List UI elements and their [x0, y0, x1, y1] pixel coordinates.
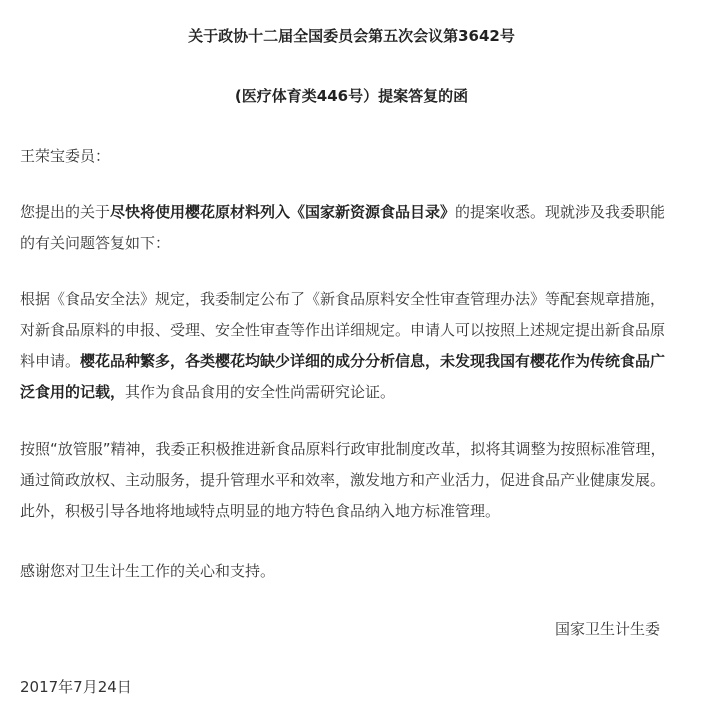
letter-title-line-2: (医疗体育类446号）提案答复的函 — [234, 87, 469, 105]
thanks-paragraph: 感谢您对卫生计生工作的关心和支持。 — [20, 562, 276, 580]
intro-bold-proposal: 尽快将使用樱花原材料列入《国家新资源食品目录》 — [110, 203, 456, 221]
intro-suffix: 的提案收悉。现就涉及我委职能的有关问题答复如下： — [20, 203, 666, 252]
regulation-suffix: 其作为食品食用的安全性尚需研究论证。 — [125, 383, 396, 401]
regulation-paragraph — [20, 284, 670, 408]
salutation: 王荣宝委员： — [20, 147, 111, 165]
intro-paragraph — [20, 197, 670, 259]
letter-title-line-1: 关于政协十二届全国委员会第五次会议第3642号 — [188, 27, 515, 45]
regulation-bold-finding: 樱花品种繁多，各类樱花均缺少详细的成分分析信息，未发现我国有樱花作为传统食品广泛食用的记载， — [20, 352, 666, 401]
reform-paragraph: 按照“放管服”精神，我委正积极推进新食品原料行政审批制度改革，拟将其调整为按照标准管理，通过简政放权、主动服务，提升管理水平和效率，激发地方和产业活力，促进食品产业健康发展。此外，积极引导各地将地域特点明显的地方特色食品纳入地方标准管理。 — [20, 440, 666, 520]
intro-prefix: 您提出的关于 — [20, 203, 111, 221]
signature: 国家卫生计生委 — [554, 620, 660, 638]
regulation-prefix: 根据《食品安全法》规定，我委制定公布了《新食品原料安全性审查管理办法》等配套规章措施，对新食品原料的申报、受理、安全性审查等作出详细规定。申请人可以按照上述规定提出新食品原料申请。 — [20, 290, 666, 370]
letter-date: 2017年7月24日 — [20, 678, 132, 696]
